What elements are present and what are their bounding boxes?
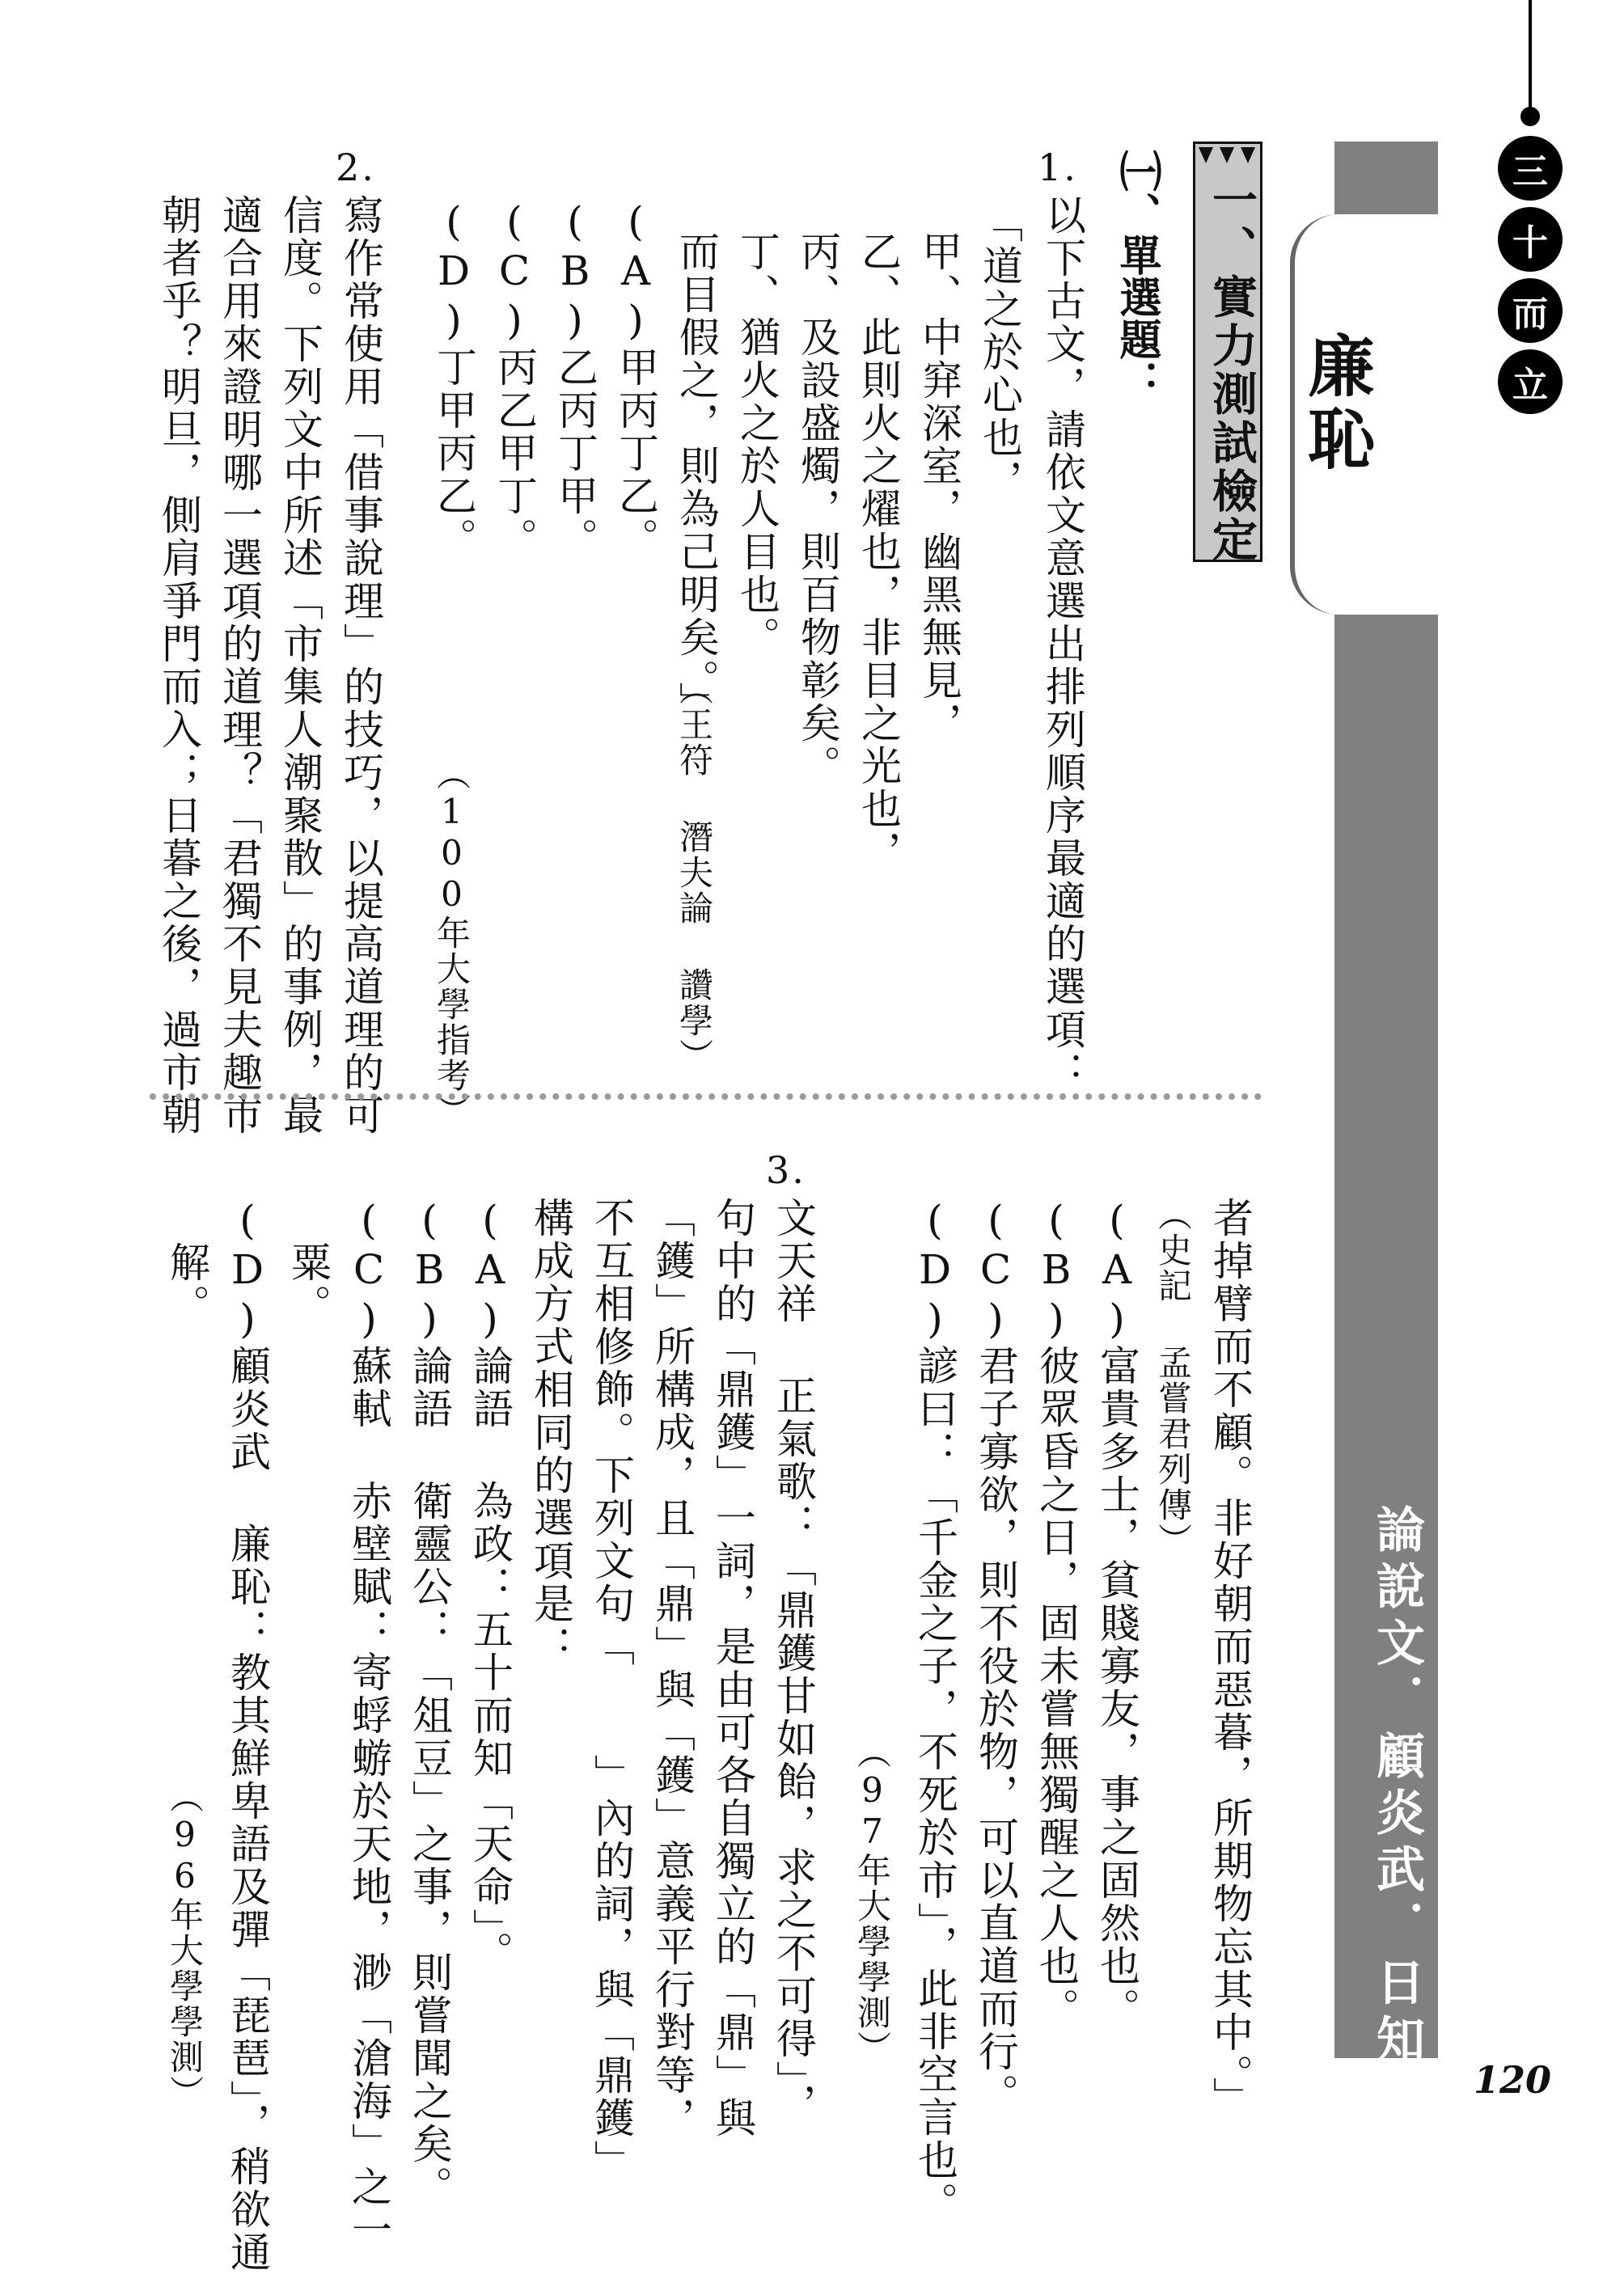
q3-option-b: (B)論語 衛靈公：「俎豆」之事，則嘗聞之矣。 xyxy=(406,1197,453,2208)
q2-exam: （97年大學學測） xyxy=(852,1735,892,2066)
badge-dot xyxy=(1520,107,1540,126)
section-header-triangles xyxy=(1195,144,1260,168)
q3-number: 3. xyxy=(766,1148,806,1192)
q1-line-tail: 而目假之，則為己明矣。」 xyxy=(673,230,720,725)
q1-line-ding: 丁、猶火之於人目也。 xyxy=(734,230,780,659)
q2-number: 2. xyxy=(336,146,376,189)
q3-line-1: 文天祥 正氣歌：「鼎鑊甘如飴，求之不可得」， xyxy=(770,1197,817,2126)
q2-option-b: (B)彼眾昏之日，固未嘗無獨醒之人也。 xyxy=(1033,1197,1080,2031)
q3-option-d-cont: 解。 xyxy=(163,1241,210,1327)
badge-char-2: 十 xyxy=(1498,207,1563,272)
q3-option-c-cont: 粟。 xyxy=(285,1241,332,1327)
q3-option-c: (C)蘇軾 赤壁賦：寄蜉蝣於天地，渺「滄海」之一 xyxy=(345,1197,392,2251)
q1-exam: （100年大學指考） xyxy=(432,756,472,1129)
q2-line-5: 者掉臂而不顧。非好朝而惡暮，所期物忘其中。」 xyxy=(1207,1197,1254,2120)
q2-line-4: 朝者乎？明旦，側肩爭門而入；日暮之後，過市朝 xyxy=(155,194,202,1137)
q2-line-1: 寫作常使用「借事說理」的技巧，以提高道理的可 xyxy=(337,194,384,1137)
badge-char-4: 立 xyxy=(1498,349,1563,414)
q3-line-3: 「鑊」所構成，且「鼎」與「鑊」意義平行對等， xyxy=(649,1197,696,2140)
q1-stem: 以下古文，請依文意選出排列順序最適的選項： xyxy=(1039,194,1086,1094)
q1-quote-open: 「道之於心也， xyxy=(976,202,1023,502)
q2-option-d: (D)諺曰：「千金之子，不死於市」，此非空言也。 xyxy=(911,1197,958,2225)
badge-line xyxy=(1529,0,1532,113)
q3-option-a: (A)論語 為政：五十而知「天命」。 xyxy=(467,1197,514,1974)
q1-option-a: (A)甲丙丁乙。 xyxy=(612,198,659,560)
q1-option-c: (C)丙乙甲丁。 xyxy=(491,198,538,560)
q3-line-5: 構成方式相同的選項是： xyxy=(527,1197,574,1668)
page-number: 120 xyxy=(1474,2058,1552,2102)
q3-line-4: 不互相修飾。下列文句「 」內的詞，與「鼎鑊」 xyxy=(588,1197,635,2183)
badge-char-1: 三 xyxy=(1498,136,1563,201)
q1-line-bing: 丙、及設盛燭，則百物彰矣。 xyxy=(794,230,841,788)
q2-line-3: 適合用來證明哪一選項的道理？「君獨不見夫趣市 xyxy=(216,194,263,1137)
q3-option-d: (D)顧炎武 廉恥：教其鮮卑語及彈「琵琶」，稍欲通 xyxy=(224,1197,271,2274)
q2-source: （史記 孟嘗君列傳） xyxy=(1153,1197,1193,1558)
q1-source: （王符 潛夫論 讚學） xyxy=(675,671,714,1074)
q1-option-b: (B)乙丙丁甲。 xyxy=(552,198,598,560)
q1-number: 1. xyxy=(1038,146,1078,189)
section-divider xyxy=(150,1093,1262,1100)
q2-option-c: (C)君子寡欲，則不役於物，可以直道而行。 xyxy=(972,1197,1019,2116)
q2-line-2: 信度。下列文中所述「市集人潮聚散」的事例，最 xyxy=(277,194,324,1137)
q3-line-2: 句中的「鼎鑊」一詞，是由可各自獨立的「鼎」與 xyxy=(709,1197,756,2140)
q1-line-jia: 甲、中穽深室，幽黑無見， xyxy=(916,230,962,745)
q1-option-d: (D)丁甲丙乙。 xyxy=(430,198,477,560)
section-title: 一、實力測試檢定 xyxy=(1205,176,1258,564)
subsection-title: ㈠、單選題： xyxy=(1112,150,1161,402)
side-label: 論說文．顧炎武．日知錄 xyxy=(1368,1504,1425,2127)
q3-exam: （96年大學學測） xyxy=(165,1779,205,2111)
q2-option-a: (A)富貴多士，貧賤寡友，事之固然也。 xyxy=(1093,1197,1140,2031)
badge-char-3: 而 xyxy=(1498,278,1563,343)
q1-line-yi: 乙、此則火之燿也，非目之光也， xyxy=(855,230,902,873)
lesson-title: 廉恥 xyxy=(1297,332,1374,477)
